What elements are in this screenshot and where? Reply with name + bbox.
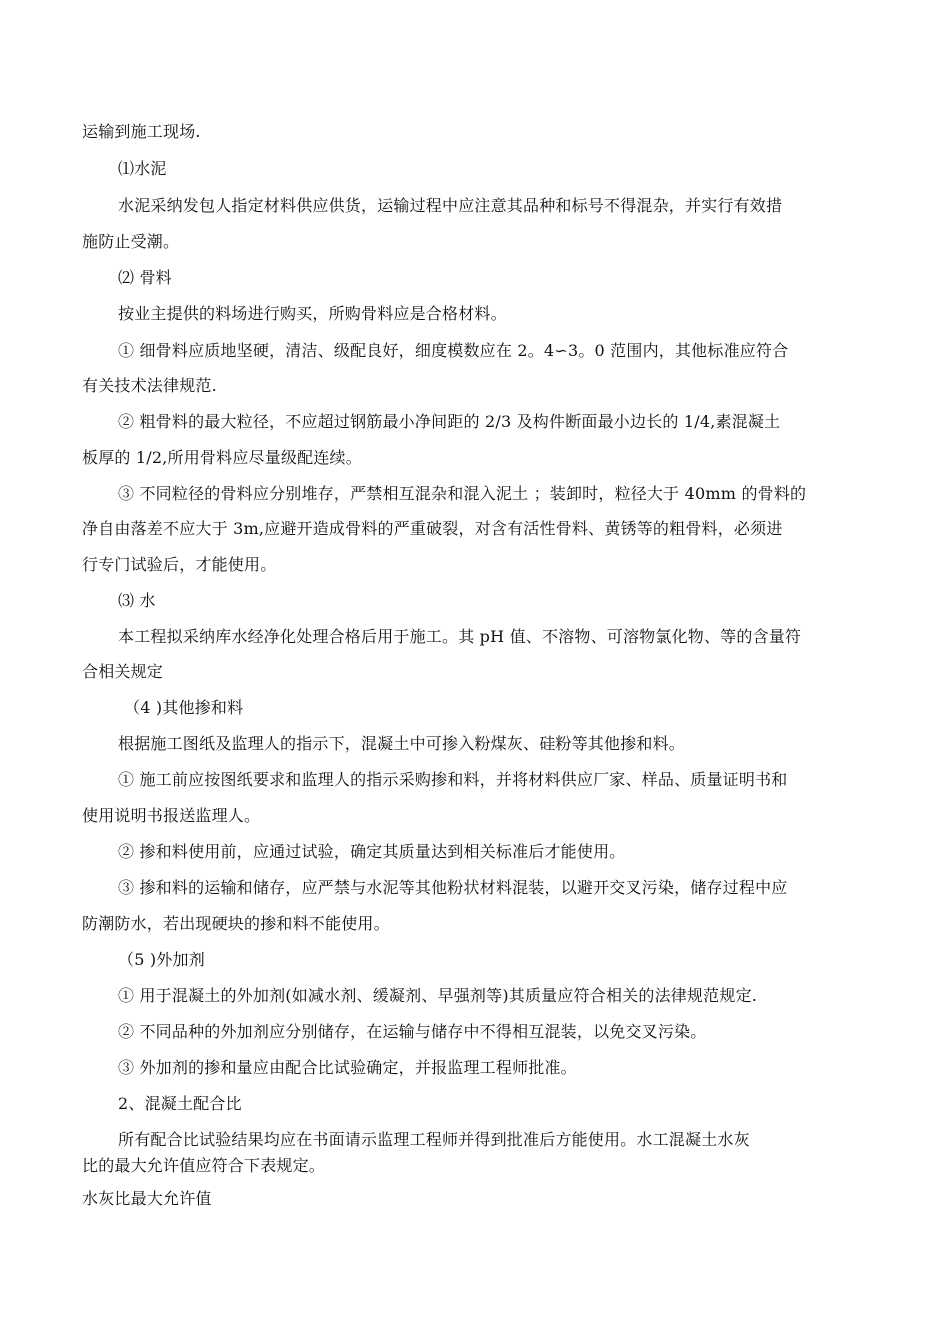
text-line: 运输到施工现场. (82, 122, 201, 141)
text-line: 使用说明书报送监理人。 (82, 806, 261, 825)
text-line: 合相关规定 (82, 662, 164, 681)
list-item: ② 不同品种的外加剂应分别储存，在运输与储存中不得相互混装，以免交叉污染。 (118, 1022, 707, 1041)
text-line: 本工程拟采纳库水经净化处理合格后用于施工。其 pH 值、不溶物、可溶物氯化物、等的含量符 (118, 627, 802, 646)
section-heading-mix-ratio: 2、混凝土配合比 (118, 1094, 242, 1113)
list-item: ③ 掺和料的运输和储存，应严禁与水泥等其他粉状材料混装，以避开交叉污染，储存过程中应 (118, 878, 788, 897)
list-item: ③ 外加剂的掺和量应由配合比试验确定，并报监理工程师批准。 (118, 1058, 577, 1077)
section-heading-water: ⑶ 水 (118, 591, 156, 610)
text-line: 根据施工图纸及监理人的指示下，混凝土中可掺入粉煤灰、硅粉等其他掺和料。 (118, 734, 686, 753)
section-heading-aggregate: ⑵ 骨料 (118, 268, 172, 287)
text-line: 行专门试验后，才能使用。 (82, 555, 277, 574)
text-line: 有关技术法律规范. (82, 376, 217, 395)
text-line: 所有配合比试验结果均应在书面请示监理工程师并得到批准后方能使用。水工混凝土水灰 (118, 1130, 750, 1149)
table-caption: 水灰比最大允许值 (82, 1189, 212, 1208)
text-line: 防潮防水，若出现硬块的掺和料不能使用。 (82, 914, 390, 933)
list-item: ② 掺和料使用前，应通过试验，确定其质量达到相关标准后才能使用。 (118, 842, 626, 861)
list-item: ③ 不同粒径的骨料应分别堆存，严禁相互混杂和混入泥土 ；装卸时，粒径大于 40mm 的骨料的 (118, 484, 807, 503)
text-line: 按业主提供的料场进行购买，所购骨料应是合格材料。 (118, 304, 507, 323)
section-heading-cement: ⑴水泥 (118, 159, 167, 178)
text-line: 板厚的 1/2,所用骨料应尽量级配连续。 (82, 448, 362, 467)
text-line: 施防止受潮。 (82, 232, 180, 251)
section-heading-additive: （5 )外加剂 (118, 950, 205, 969)
list-item: ② 粗骨料的最大粒径，不应超过钢筋最小净间距的 2/3 及构件断面最小边长的 1/4,素混凝土 (118, 412, 781, 431)
text-line: 净自由落差不应大于 3m,应避开造成骨料的严重破裂，对含有活性骨料、黄锈等的粗骨料，必须进 (82, 519, 783, 538)
list-item: ① 用于混凝土的外加剂(如减水剂、缓凝剂、早强剂等)其质量应符合相关的法律规范规定. (118, 986, 758, 1005)
section-heading-admixture: （4 )其他掺和料 (124, 698, 244, 717)
list-item: ① 细骨料应质地坚硬，清洁、级配良好，细度模数应在 2。4∽3。0 范围内，其他标准应符合 (118, 341, 789, 360)
text-line: 水泥采纳发包人指定材料供应供货，运输过程中应注意其品种和标号不得混杂，并实行有效措 (118, 196, 783, 215)
text-line: 比的最大允许值应符合下表规定。 (82, 1156, 326, 1175)
list-item: ① 施工前应按图纸要求和监理人的指示采购掺和料，并将材料供应厂家、样品、质量证明书和 (118, 770, 788, 789)
